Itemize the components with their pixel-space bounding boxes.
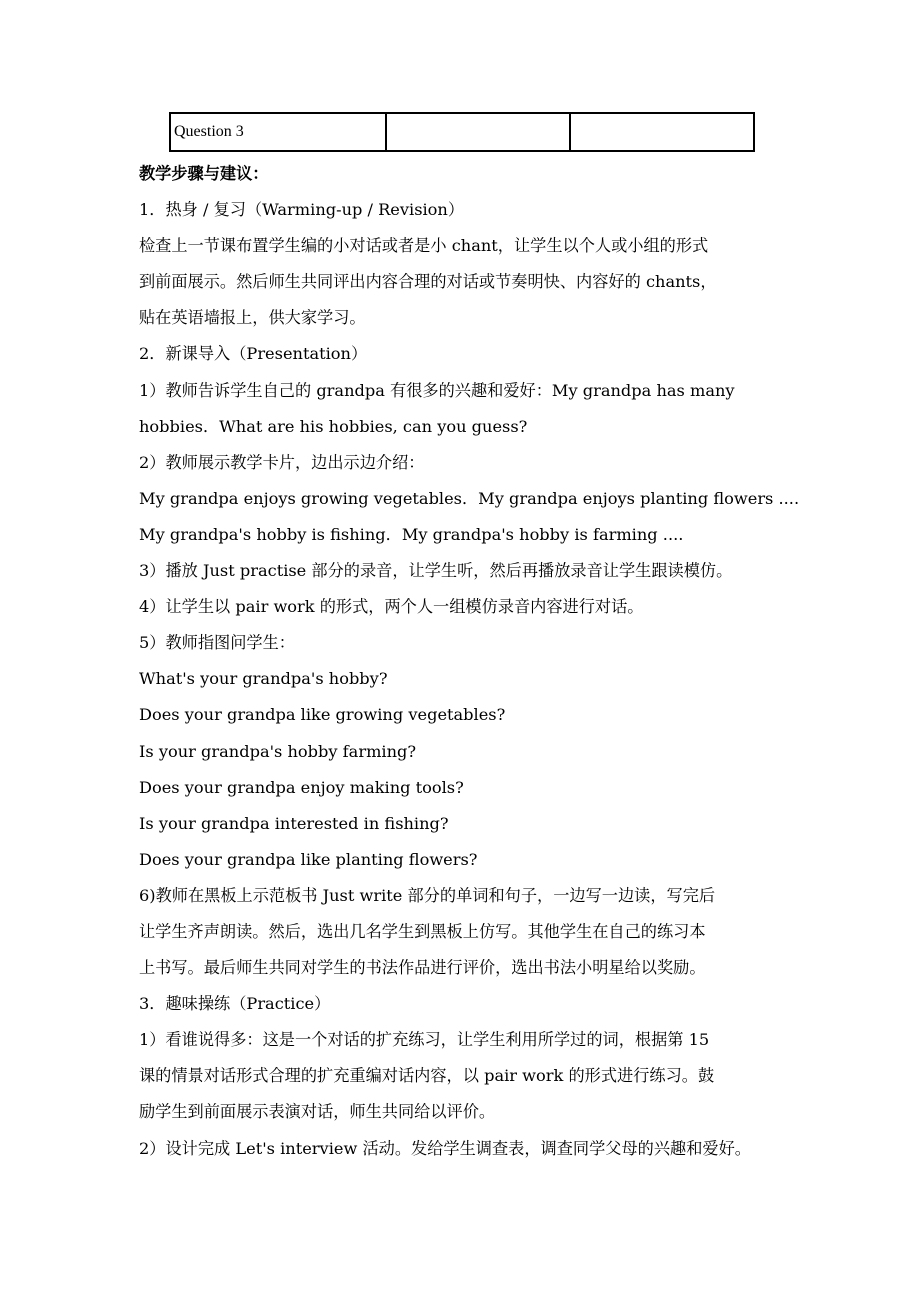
text-line: 2．新课导入（Presentation） (139, 344, 368, 364)
table-cell (570, 113, 754, 151)
table-cell: Question 3 (170, 113, 386, 151)
text-line: 1．热身 / 复习（Warming-up / Revision） (139, 200, 465, 220)
text-line: 让学生齐声朗读。然后，选出几名学生到黑板上仿写。其他学生在自己的练习本 (139, 921, 706, 941)
text-line: 6)教师在黑板上示范板书 Just write 部分的单词和句子，一边写一边读，写完后 (139, 885, 716, 905)
text-line: Is your grandpa interested in fishing? (139, 813, 449, 833)
text-line: 课的情景对话形式合理的扩充重编对话内容，以 pair work 的形式进行练习。鼓 (139, 1066, 715, 1086)
text-line: Is your grandpa's hobby farming? (139, 741, 417, 761)
text-line: hobbies．What are his hobbies, can you guess? (139, 416, 528, 436)
text-line: 检查上一节课布置学生编的小对话或者是小 chant，让学生以个人或小组的形式 (139, 236, 709, 256)
text-line: Does your grandpa enjoy making tools? (139, 777, 464, 797)
text-line: 2）设计完成 Let's interview 活动。发给学生调查表，调查同学父母的兴趣和爱好。 (139, 1138, 751, 1158)
text-line: 贴在英语墙报上，供大家学习。 (139, 308, 366, 328)
table-row (170, 113, 754, 151)
text-line: 3．趣味操练（Practice） (139, 994, 331, 1014)
text-line: My grandpa's hobby is fishing．My grandpa's hobby is farming .... (139, 524, 684, 544)
table-cell (386, 113, 570, 151)
text-line: Does your grandpa like growing vegetables? (139, 705, 506, 725)
text-line: What's your grandpa's hobby? (139, 669, 388, 689)
question-table (169, 112, 755, 152)
text-line: 1）看谁说得多：这是一个对话的扩充练习，让学生利用所学过的词，根据第 15 (139, 1030, 710, 1050)
document-body (139, 156, 800, 1167)
section-title: 教学步骤与建议： (139, 164, 269, 183)
text-line: 上书写。最后师生共同对学生的书法作品进行评价，选出书法小明星给以奖励。 (139, 958, 706, 978)
text-line: 5）教师指图问学生： (139, 633, 295, 653)
text-line: 1）教师告诉学生自己的 grandpa 有很多的兴趣和爱好：My grandpa has many (139, 380, 735, 400)
text-line: 2）教师展示教学卡片，边出示边介绍： (139, 452, 425, 472)
text-line: 3）播放 Just practise 部分的录音，让学生听，然后再播放录音让学生跟读模仿。 (139, 561, 733, 581)
text-line: My grandpa enjoys growing vegetables．My grandpa enjoys planting flowers .... (139, 488, 800, 508)
text-line: Does your grandpa like planting flowers? (139, 849, 478, 869)
text-line: 4）让学生以 pair work 的形式，两个人一组模仿录音内容进行对话。 (139, 597, 644, 617)
text-line: 励学生到前面展示表演对话，师生共同给以评价。 (139, 1102, 496, 1122)
text-line: 到前面展示。然后师生共同评出内容合理的对话或节奏明快、内容好的 chants， (139, 272, 717, 292)
